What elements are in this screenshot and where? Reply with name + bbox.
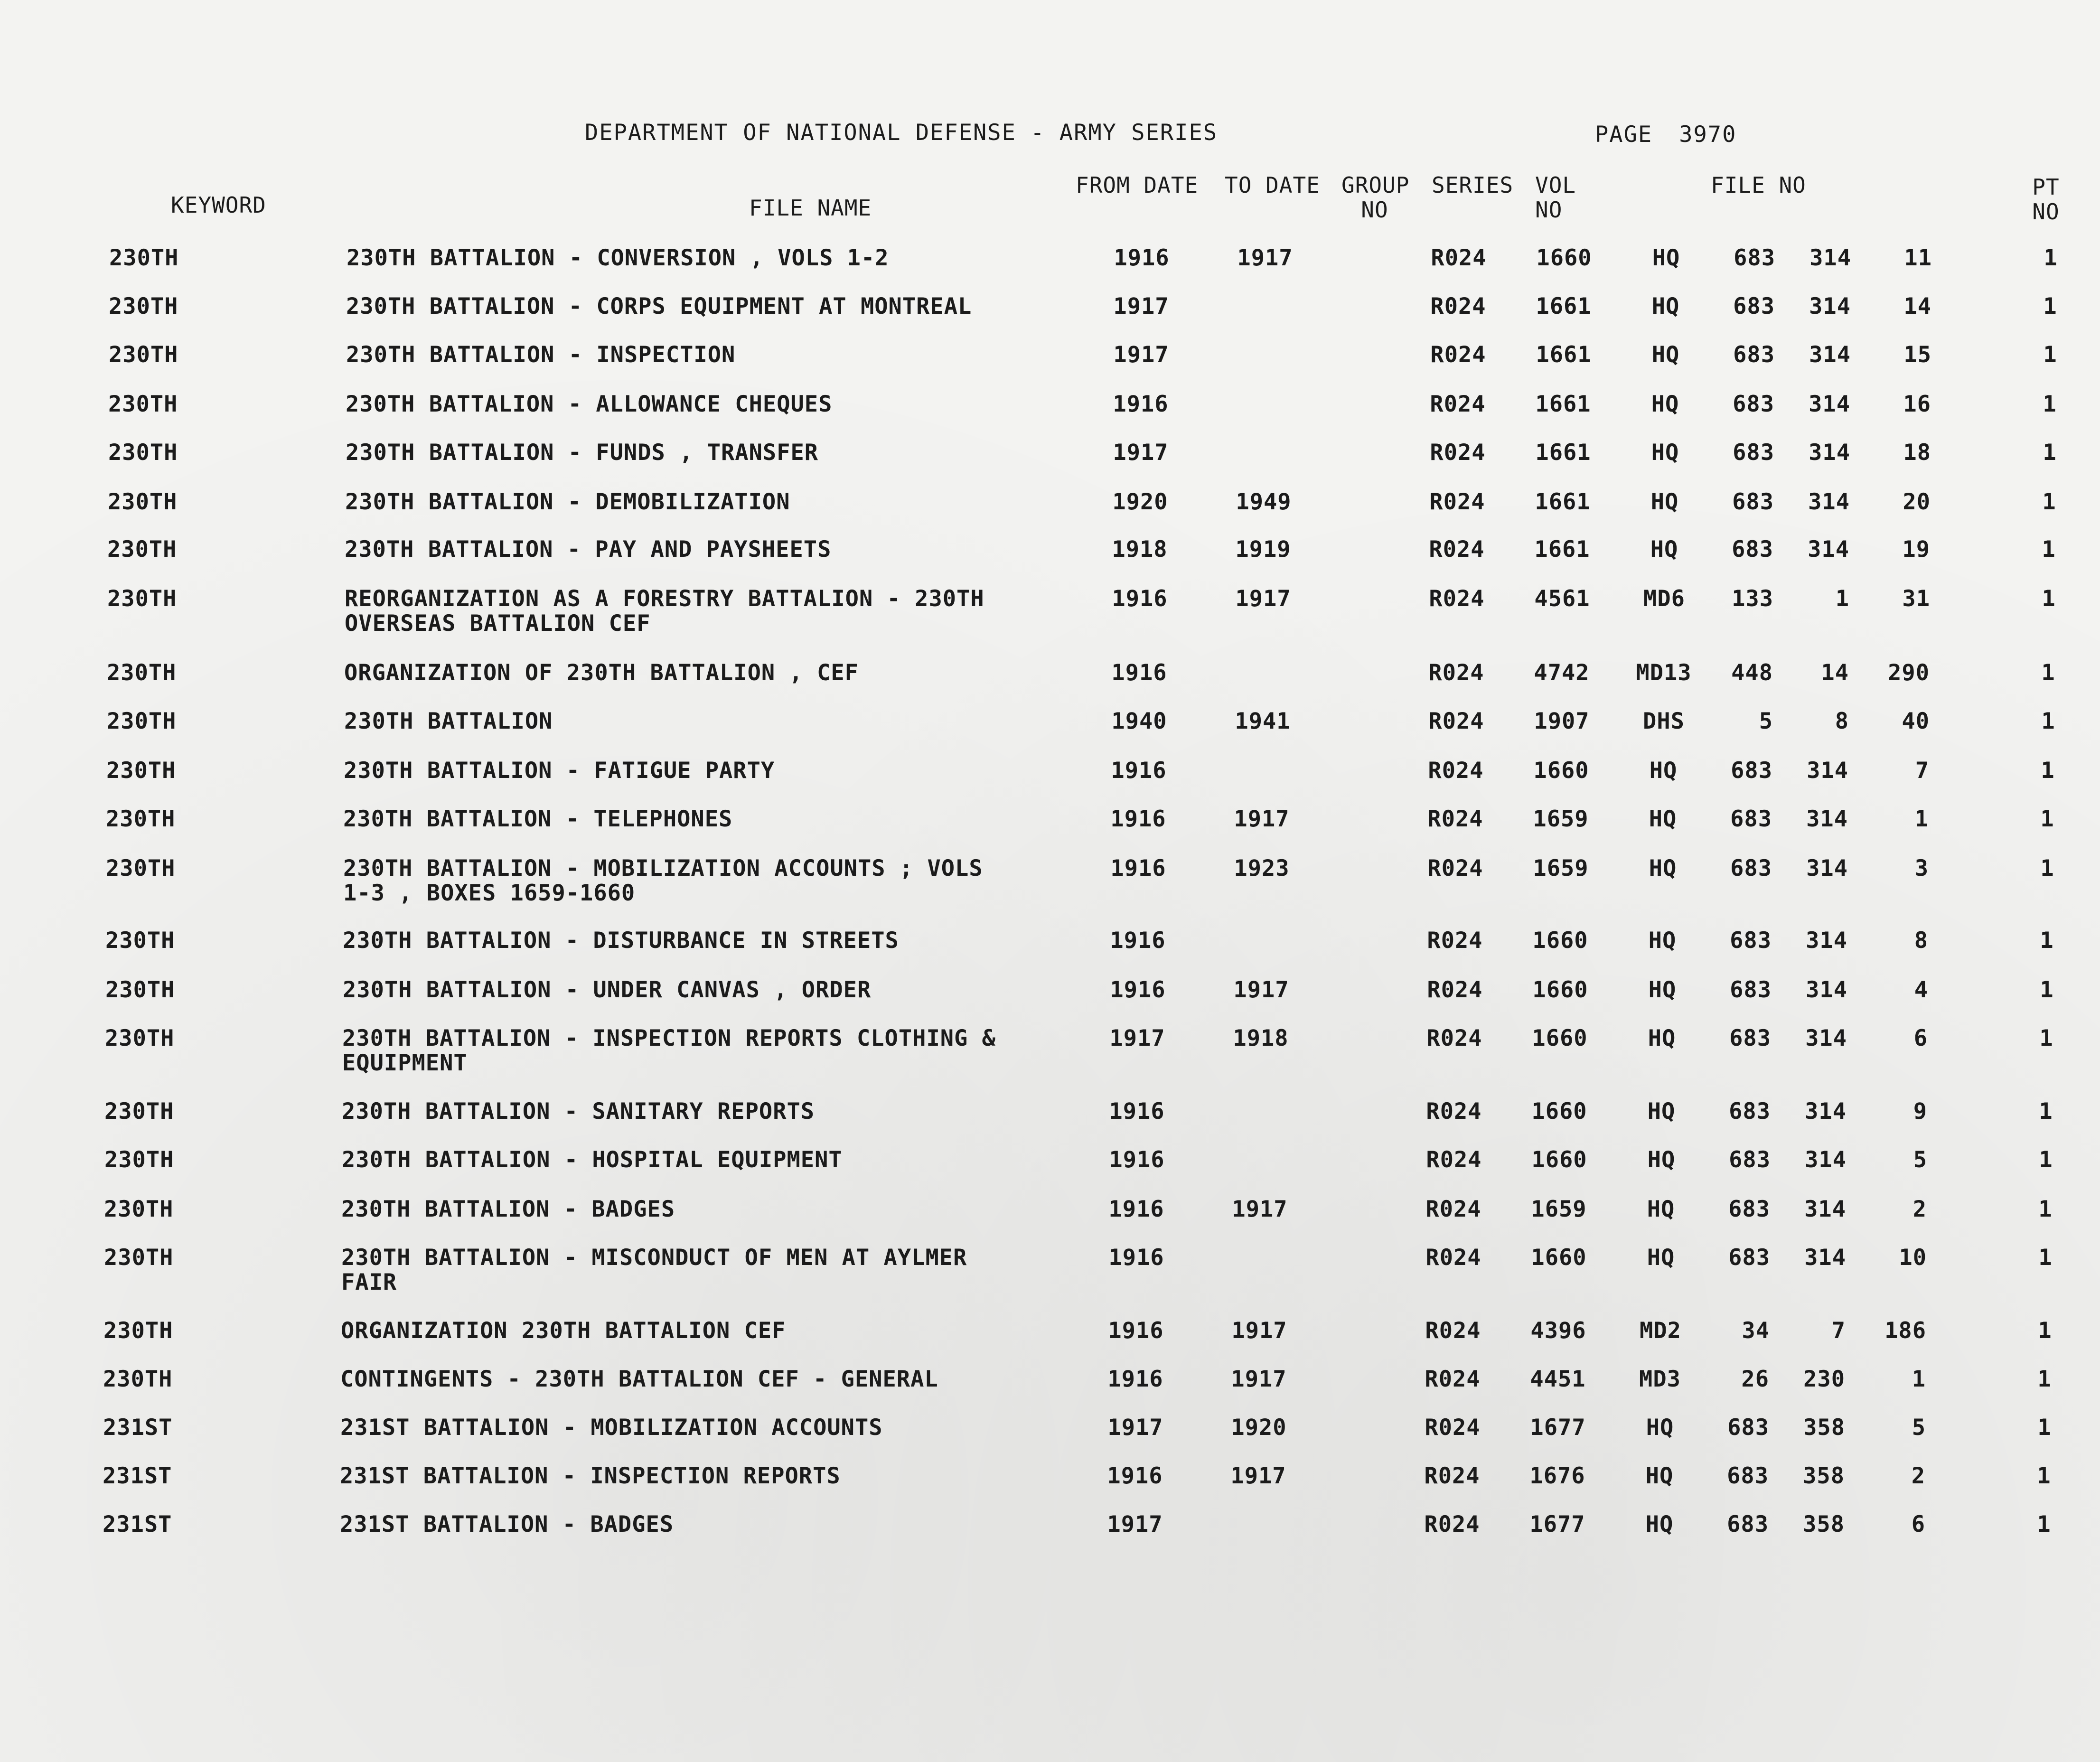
row-14-from: 1916 — [1110, 928, 1166, 954]
row-15-from: 1916 — [1110, 977, 1166, 1003]
row-25-file-name: 231ST BATTALION - BADGES — [340, 1511, 674, 1537]
row-3-from: 1917 — [1113, 342, 1169, 368]
row-16-from: 1917 — [1109, 1025, 1165, 1051]
row-24-f4: 2 — [1911, 1463, 1925, 1489]
row-5-series: R024 — [1430, 440, 1486, 466]
row-12-keyword: 230TH — [106, 806, 176, 832]
row-9-keyword: 230TH — [107, 660, 177, 686]
row-2-series: R024 — [1430, 293, 1486, 319]
row-12-from: 1916 — [1110, 806, 1166, 832]
row-16-f1: HQ — [1648, 1025, 1676, 1051]
row-11-file-name: 230TH BATTALION - FATIGUE PARTY — [344, 758, 775, 784]
row-8-vol: 4561 — [1534, 586, 1590, 612]
row-18-pt: 1 — [2039, 1147, 2053, 1173]
row-19-f1: HQ — [1647, 1196, 1675, 1222]
row-18-f4: 5 — [1913, 1147, 1927, 1173]
row-13-vol: 1659 — [1533, 855, 1589, 881]
row-5-f2: 683 — [1733, 440, 1774, 466]
row-20-f4: 10 — [1899, 1245, 1927, 1271]
row-8-series: R024 — [1429, 586, 1485, 612]
row-11-vol: 1660 — [1533, 758, 1589, 784]
row-22-f4: 1 — [1912, 1366, 1926, 1392]
row-19-from: 1916 — [1108, 1196, 1164, 1222]
row-1-vol: 1660 — [1536, 245, 1592, 271]
row-1-series: R024 — [1431, 245, 1487, 271]
row-25-keyword: 231ST — [103, 1511, 172, 1537]
row-19-f3: 314 — [1804, 1196, 1846, 1222]
row-20-f1: HQ — [1647, 1245, 1675, 1271]
row-9-f3: 14 — [1821, 660, 1849, 686]
header-from-date: FROM DATE — [1076, 172, 1199, 198]
row-21-from: 1916 — [1108, 1318, 1164, 1344]
row-12-f2: 683 — [1730, 806, 1772, 832]
row-7-f3: 314 — [1808, 536, 1849, 562]
row-14-series: R024 — [1427, 928, 1483, 954]
row-13-f4: 3 — [1914, 855, 1929, 881]
row-25-f2: 683 — [1727, 1511, 1769, 1537]
row-20-vol: 1660 — [1531, 1245, 1587, 1271]
row-1-to: 1917 — [1237, 245, 1293, 271]
row-23-f2: 683 — [1727, 1415, 1769, 1441]
header-keyword: KEYWORD — [171, 192, 266, 218]
row-9-vol: 4742 — [1534, 660, 1590, 686]
row-9-file-name: ORGANIZATION OF 230TH BATTALION , CEF — [344, 660, 859, 686]
row-4-f1: HQ — [1651, 391, 1679, 417]
row-23-keyword: 231ST — [103, 1415, 173, 1441]
row-22-to: 1917 — [1231, 1366, 1287, 1392]
row-25-from: 1917 — [1107, 1511, 1163, 1537]
row-1-f3: 314 — [1809, 245, 1851, 271]
row-5-vol: 1661 — [1535, 440, 1591, 466]
row-15-vol: 1660 — [1532, 977, 1588, 1003]
row-22-file-name: CONTINGENTS - 230TH BATTALION CEF - GENERAL — [340, 1366, 938, 1392]
row-15-pt: 1 — [2040, 977, 2054, 1003]
row-7-f4: 19 — [1902, 536, 1930, 562]
row-22-pt: 1 — [2037, 1366, 2052, 1392]
row-20-pt: 1 — [2038, 1245, 2053, 1271]
header-pt-no: PT NO — [2032, 174, 2060, 225]
row-1-pt: 1 — [2044, 245, 2058, 271]
row-7-series: R024 — [1429, 536, 1485, 562]
row-13-f3: 314 — [1806, 855, 1848, 881]
row-17-pt: 1 — [2039, 1098, 2053, 1125]
row-18-f1: HQ — [1647, 1147, 1676, 1173]
row-4-f4: 16 — [1903, 391, 1931, 417]
row-13-f1: HQ — [1649, 855, 1677, 881]
row-16-vol: 1660 — [1532, 1025, 1588, 1051]
row-24-keyword: 231ST — [103, 1463, 172, 1489]
row-22-f2: 26 — [1741, 1366, 1769, 1392]
row-7-f2: 683 — [1732, 536, 1773, 562]
header-group-no: GROUP NO — [1341, 172, 1410, 223]
row-12-to: 1917 — [1234, 806, 1290, 832]
row-16-pt: 1 — [2039, 1025, 2053, 1051]
row-21-keyword: 230TH — [103, 1318, 173, 1344]
row-8-f4: 31 — [1902, 586, 1930, 612]
row-19-vol: 1659 — [1531, 1196, 1587, 1222]
row-10-f1: DHS — [1643, 708, 1685, 734]
row-14-pt: 1 — [2040, 928, 2054, 954]
row-7-pt: 1 — [2042, 536, 2056, 562]
row-21-f2: 34 — [1742, 1318, 1770, 1344]
row-13-from: 1916 — [1110, 855, 1166, 881]
row-22-from: 1916 — [1107, 1366, 1163, 1392]
row-14-file-name: 230TH BATTALION - DISTURBANCE IN STREETS — [343, 928, 899, 954]
row-5-from: 1917 — [1113, 440, 1169, 466]
row-16-series: R024 — [1426, 1025, 1482, 1051]
row-17-f1: HQ — [1647, 1098, 1676, 1125]
row-7-to: 1919 — [1235, 536, 1291, 562]
row-10-keyword: 230TH — [107, 708, 177, 734]
row-20-series: R024 — [1425, 1245, 1481, 1271]
row-17-f3: 314 — [1805, 1098, 1847, 1125]
row-21-vol: 4396 — [1530, 1318, 1586, 1344]
row-10-pt: 1 — [2041, 708, 2055, 734]
row-4-series: R024 — [1430, 391, 1486, 417]
row-2-f4: 14 — [1903, 293, 1931, 319]
row-3-f2: 683 — [1733, 342, 1775, 368]
row-8-from: 1916 — [1112, 586, 1168, 612]
header-file-name: FILE NAME — [749, 195, 872, 221]
row-19-series: R024 — [1425, 1196, 1481, 1222]
row-16-f2: 683 — [1729, 1025, 1771, 1051]
row-16-f3: 314 — [1805, 1025, 1847, 1051]
row-20-f3: 314 — [1804, 1245, 1846, 1271]
row-22-f3: 230 — [1803, 1366, 1845, 1392]
row-2-from: 1917 — [1113, 293, 1169, 319]
row-11-pt: 1 — [2041, 758, 2055, 784]
row-6-f4: 20 — [1903, 489, 1931, 515]
row-10-to: 1941 — [1235, 708, 1291, 734]
row-7-f1: HQ — [1650, 536, 1678, 562]
row-3-vol: 1661 — [1536, 342, 1592, 368]
row-22-keyword: 230TH — [103, 1366, 173, 1392]
row-24-series: R024 — [1424, 1463, 1480, 1489]
row-12-file-name: 230TH BATTALION - TELEPHONES — [343, 806, 733, 832]
row-14-f3: 314 — [1806, 928, 1847, 954]
row-18-series: R024 — [1426, 1147, 1482, 1173]
row-10-series: R024 — [1428, 708, 1484, 734]
row-4-keyword: 230TH — [108, 391, 178, 417]
row-9-f1: MD13 — [1636, 660, 1692, 686]
row-5-f4: 18 — [1903, 440, 1931, 466]
row-2-f2: 683 — [1733, 293, 1775, 319]
row-14-keyword: 230TH — [105, 928, 175, 954]
row-25-f1: HQ — [1645, 1511, 1674, 1537]
row-3-f4: 15 — [1903, 342, 1931, 368]
row-1-file-name: 230TH BATTALION - CONVERSION , VOLS 1-2 — [347, 245, 889, 271]
row-19-keyword: 230TH — [104, 1196, 174, 1222]
row-14-vol: 1660 — [1532, 928, 1588, 954]
row-1-f2: 683 — [1734, 245, 1775, 271]
row-18-keyword: 230TH — [104, 1147, 174, 1173]
row-13-file-name: 230TH BATTALION - MOBILIZATION ACCOUNTS ; VOLS 1-3 , BOXES 1659-1660 — [343, 855, 983, 906]
row-25-series: R024 — [1424, 1511, 1480, 1537]
header-series: SERIES — [1432, 172, 1514, 198]
row-6-series: R024 — [1429, 489, 1485, 515]
row-24-f3: 358 — [1803, 1463, 1845, 1489]
row-15-series: R024 — [1427, 977, 1483, 1003]
row-9-f2: 448 — [1731, 660, 1773, 686]
row-24-file-name: 231ST BATTALION - INSPECTION REPORTS — [340, 1463, 841, 1489]
row-16-to: 1918 — [1233, 1025, 1289, 1051]
row-16-keyword: 230TH — [105, 1025, 175, 1051]
row-10-file-name: 230TH BATTALION — [344, 708, 553, 734]
row-3-file-name: 230TH BATTALION - INSPECTION — [346, 342, 736, 368]
row-18-f2: 683 — [1729, 1147, 1771, 1173]
row-23-vol: 1677 — [1530, 1415, 1586, 1441]
row-12-vol: 1659 — [1533, 806, 1589, 832]
row-23-to: 1920 — [1231, 1415, 1287, 1441]
row-19-pt: 1 — [2038, 1196, 2053, 1222]
row-21-f1: MD2 — [1640, 1318, 1681, 1344]
row-23-f1: HQ — [1646, 1415, 1674, 1441]
row-5-f1: HQ — [1651, 440, 1679, 466]
row-12-f4: 1 — [1914, 806, 1929, 832]
row-19-to: 1917 — [1232, 1196, 1288, 1222]
header-to-date: TO DATE — [1225, 172, 1320, 198]
row-18-f3: 314 — [1805, 1147, 1847, 1173]
row-18-file-name: 230TH BATTALION - HOSPITAL EQUIPMENT — [342, 1147, 843, 1173]
row-20-file-name: 230TH BATTALION - MISCONDUCT OF MEN AT AYLMER FAIR — [341, 1245, 967, 1295]
row-5-pt: 1 — [2043, 440, 2057, 466]
row-15-f4: 4 — [1914, 977, 1928, 1003]
row-11-keyword: 230TH — [106, 758, 176, 784]
row-19-f2: 683 — [1728, 1196, 1770, 1222]
row-6-f1: HQ — [1650, 489, 1679, 515]
row-11-f3: 314 — [1807, 758, 1848, 784]
row-13-f2: 683 — [1730, 855, 1772, 881]
row-8-f1: MD6 — [1643, 586, 1685, 612]
row-24-f2: 683 — [1727, 1463, 1769, 1489]
row-10-vol: 1907 — [1534, 708, 1590, 734]
row-25-f3: 358 — [1803, 1511, 1845, 1537]
row-24-from: 1916 — [1107, 1463, 1163, 1489]
row-3-keyword: 230TH — [109, 342, 178, 368]
row-11-from: 1916 — [1111, 758, 1167, 784]
row-19-file-name: 230TH BATTALION - BADGES — [341, 1196, 675, 1222]
row-3-f3: 314 — [1809, 342, 1851, 368]
row-10-f3: 8 — [1835, 708, 1849, 734]
row-20-from: 1916 — [1108, 1245, 1164, 1271]
row-2-f3: 314 — [1809, 293, 1851, 319]
row-11-series: R024 — [1428, 758, 1484, 784]
row-8-to: 1917 — [1235, 586, 1291, 612]
row-11-f1: HQ — [1649, 758, 1678, 784]
row-17-vol: 1660 — [1531, 1098, 1587, 1125]
row-15-keyword: 230TH — [105, 977, 175, 1003]
row-8-keyword: 230TH — [107, 586, 177, 612]
row-9-series: R024 — [1428, 660, 1484, 686]
row-4-pt: 1 — [2043, 391, 2057, 417]
row-22-f1: MD3 — [1639, 1366, 1681, 1392]
row-3-pt: 1 — [2043, 342, 2057, 368]
row-8-file-name: REORGANIZATION AS A FORESTRY BATTALION - 230TH OVERSEAS BATTALION CEF — [345, 586, 984, 637]
page-label: PAGE — [1595, 122, 1653, 148]
row-15-f2: 683 — [1730, 977, 1772, 1003]
row-7-keyword: 230TH — [107, 536, 177, 562]
row-5-file-name: 230TH BATTALION - FUNDS , TRANSFER — [346, 440, 819, 466]
row-5-f3: 314 — [1809, 440, 1850, 466]
row-16-file-name: 230TH BATTALION - INSPECTION REPORTS CLOTHING & EQUIPMENT — [342, 1025, 996, 1076]
row-2-vol: 1661 — [1536, 293, 1592, 319]
row-23-file-name: 231ST BATTALION - MOBILIZATION ACCOUNTS — [340, 1415, 883, 1441]
row-1-from: 1916 — [1114, 245, 1170, 271]
row-2-file-name: 230TH BATTALION - CORPS EQUIPMENT AT MONTREAL — [346, 293, 972, 319]
document-title: DEPARTMENT OF NATIONAL DEFENSE - ARMY SERIES — [585, 120, 1218, 146]
row-17-f4: 9 — [1913, 1098, 1927, 1125]
row-1-f4: 11 — [1904, 245, 1932, 271]
row-6-vol: 1661 — [1535, 489, 1591, 515]
row-18-vol: 1660 — [1531, 1147, 1587, 1173]
row-6-f3: 314 — [1808, 489, 1850, 515]
row-19-f4: 2 — [1912, 1196, 1927, 1222]
row-17-file-name: 230TH BATTALION - SANITARY REPORTS — [342, 1098, 815, 1125]
row-6-pt: 1 — [2042, 489, 2056, 515]
row-25-vol: 1677 — [1529, 1511, 1585, 1537]
row-22-vol: 4451 — [1530, 1366, 1586, 1392]
header-vol-no: VOL NO — [1535, 172, 1576, 223]
row-22-series: R024 — [1425, 1366, 1481, 1392]
row-15-f3: 314 — [1806, 977, 1847, 1003]
row-17-from: 1916 — [1109, 1098, 1165, 1125]
row-24-to: 1917 — [1230, 1463, 1286, 1489]
row-18-from: 1916 — [1109, 1147, 1165, 1173]
row-24-vol: 1676 — [1529, 1463, 1585, 1489]
row-14-f4: 8 — [1914, 928, 1928, 954]
row-23-f3: 358 — [1803, 1415, 1845, 1441]
row-25-f4: 6 — [1911, 1511, 1925, 1537]
row-24-pt: 1 — [2037, 1463, 2051, 1489]
row-3-series: R024 — [1430, 342, 1486, 368]
row-2-f1: HQ — [1651, 293, 1680, 319]
row-21-series: R024 — [1425, 1318, 1481, 1344]
row-12-pt: 1 — [2040, 806, 2054, 832]
row-23-f4: 5 — [1912, 1415, 1926, 1441]
row-9-f4: 290 — [1888, 660, 1930, 686]
row-4-from: 1916 — [1113, 391, 1169, 417]
row-17-keyword: 230TH — [104, 1098, 174, 1125]
row-4-f3: 314 — [1809, 391, 1850, 417]
row-21-f4: 186 — [1884, 1318, 1926, 1344]
row-21-file-name: ORGANIZATION 230TH BATTALION CEF — [341, 1318, 786, 1344]
row-14-f2: 683 — [1730, 928, 1772, 954]
row-4-vol: 1661 — [1535, 391, 1591, 417]
row-8-f2: 133 — [1732, 586, 1773, 612]
row-12-series: R024 — [1427, 806, 1483, 832]
row-16-f4: 6 — [1913, 1025, 1928, 1051]
row-23-series: R024 — [1425, 1415, 1481, 1441]
row-2-pt: 1 — [2043, 293, 2057, 319]
row-4-file-name: 230TH BATTALION - ALLOWANCE CHEQUES — [346, 391, 833, 417]
row-12-f3: 314 — [1806, 806, 1848, 832]
row-3-f1: HQ — [1651, 342, 1680, 368]
header-file-no: FILE NO — [1711, 172, 1806, 198]
row-7-vol: 1661 — [1534, 536, 1590, 562]
row-11-f4: 7 — [1915, 758, 1929, 784]
row-12-f1: HQ — [1649, 806, 1677, 832]
row-8-pt: 1 — [2042, 586, 2056, 612]
row-6-keyword: 230TH — [108, 489, 178, 515]
row-2-keyword: 230TH — [109, 293, 178, 319]
row-10-f4: 40 — [1902, 708, 1930, 734]
row-21-to: 1917 — [1231, 1318, 1287, 1344]
row-9-from: 1916 — [1111, 660, 1167, 686]
row-6-from: 1920 — [1112, 489, 1168, 515]
row-6-to: 1949 — [1236, 489, 1292, 515]
row-17-series: R024 — [1426, 1098, 1482, 1125]
row-7-from: 1918 — [1112, 536, 1168, 562]
row-24-f1: HQ — [1645, 1463, 1674, 1489]
row-21-f3: 7 — [1831, 1318, 1846, 1344]
row-6-f2: 683 — [1732, 489, 1774, 515]
page-number-value: 3970 — [1679, 122, 1737, 148]
row-15-to: 1917 — [1233, 977, 1289, 1003]
row-8-f3: 1 — [1835, 586, 1849, 612]
row-20-keyword: 230TH — [104, 1245, 174, 1271]
row-5-keyword: 230TH — [108, 440, 178, 466]
row-1-keyword: 230TH — [109, 245, 179, 271]
row-14-f1: HQ — [1648, 928, 1677, 954]
row-13-to: 1923 — [1234, 855, 1290, 881]
row-13-series: R024 — [1427, 855, 1483, 881]
row-9-pt: 1 — [2041, 660, 2055, 686]
row-1-f1: HQ — [1652, 245, 1680, 271]
row-17-f2: 683 — [1729, 1098, 1771, 1125]
row-10-from: 1940 — [1111, 708, 1167, 734]
row-20-f2: 683 — [1728, 1245, 1770, 1271]
page-number — [1595, 122, 1736, 148]
row-13-pt: 1 — [2040, 855, 2054, 881]
row-13-keyword: 230TH — [106, 855, 176, 881]
row-23-from: 1917 — [1107, 1415, 1163, 1441]
row-23-pt: 1 — [2037, 1415, 2052, 1441]
row-7-file-name: 230TH BATTALION - PAY AND PAYSHEETS — [345, 536, 832, 562]
row-6-file-name: 230TH BATTALION - DEMOBILIZATION — [345, 489, 790, 515]
row-15-file-name: 230TH BATTALION - UNDER CANVAS , ORDER — [343, 977, 872, 1003]
row-11-f2: 683 — [1731, 758, 1772, 784]
row-21-pt: 1 — [2038, 1318, 2052, 1344]
row-15-f1: HQ — [1648, 977, 1677, 1003]
row-25-pt: 1 — [2037, 1511, 2051, 1537]
row-10-f2: 5 — [1759, 708, 1773, 734]
row-4-f2: 683 — [1733, 391, 1774, 417]
